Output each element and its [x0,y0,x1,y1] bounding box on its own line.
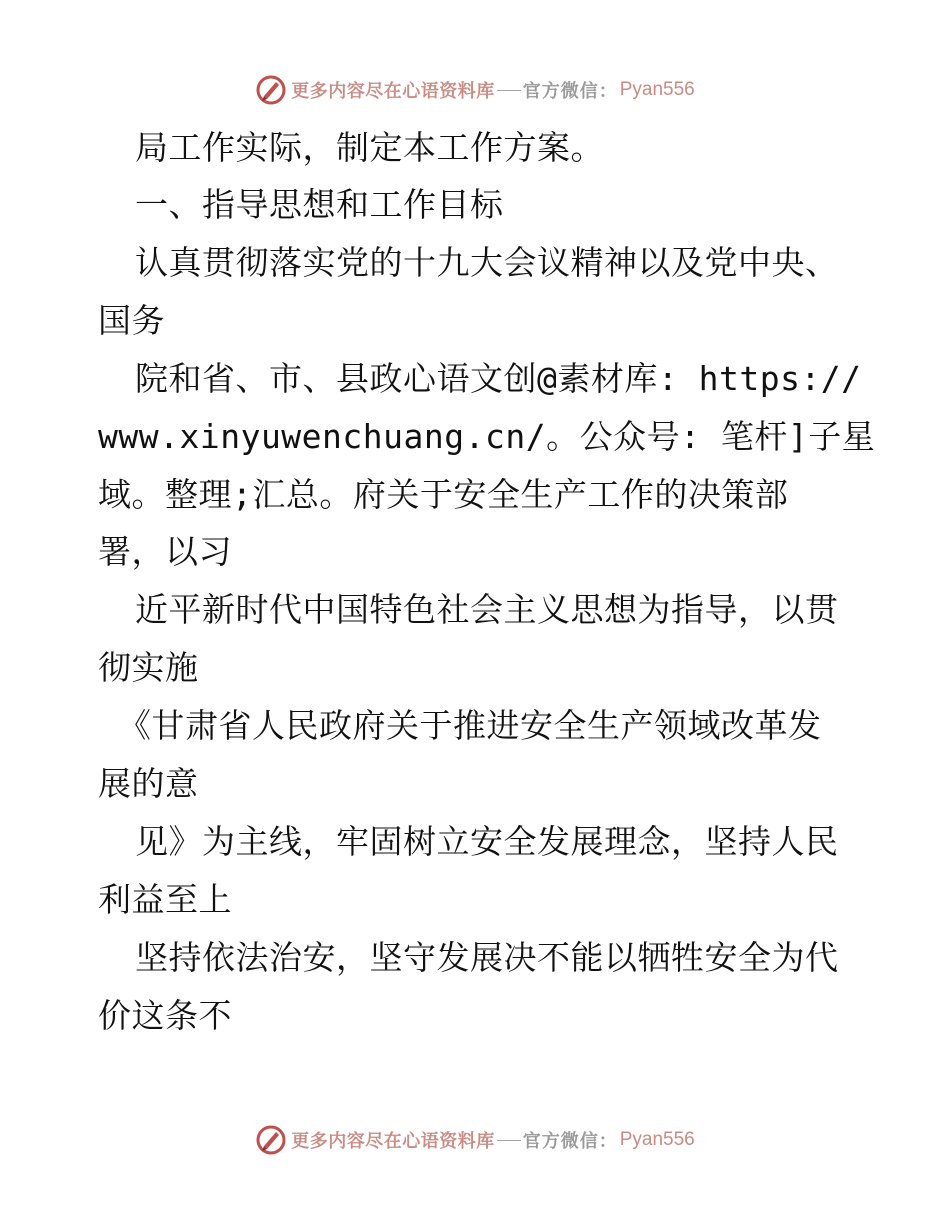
body-line: 价这条不 [98,996,232,1035]
body-line: 《甘肃省人民政府关于推进安全生产领域改革发 [118,706,822,745]
body-line: 院和省、市、县政心语文创@素材库: https:// [135,359,862,398]
body-line: 认真贯彻落实党的十九大会议精神以及党中央、 [135,243,839,282]
banner-wechat-label: 官方微信： [522,1131,618,1152]
body-line: 署，以习 [98,532,232,571]
banner-wechat-label: 官方微信： [522,81,618,102]
body-line: 域。整理;汇总。府关于安全生产工作的决策部 [98,475,789,514]
body-line: 利益至上 [98,880,232,919]
banner-text: 更多内容尽在心语资料库 [291,1131,495,1152]
body-line: 近平新时代中国特色社会主义思想为指导，以贯 [135,590,839,629]
banner-separator [497,90,521,91]
body-line: 国务 [98,301,165,340]
banner-separator [497,1140,521,1141]
banner-text: 更多内容尽在心语资料库 [291,81,495,102]
pen-logo-icon [255,1124,287,1156]
footer-banner [0,1120,950,1160]
body-line: www.xinyuwenchuang.cn/。公众号: 笔杆]子星 [98,417,876,456]
banner-wechat-id: Pyan556 [619,1129,695,1150]
section-heading: 一、指导思想和工作目标 [135,185,504,224]
body-line: 见》为主线，牢固树立安全发展理念，坚持人民 [135,822,839,861]
banner-wechat-id: Pyan556 [619,79,695,100]
header-banner [0,70,950,110]
body-line: 展的意 [98,764,199,803]
pen-logo-icon [255,74,287,106]
body-line: 坚持依法治安，坚守发展决不能以牺牲安全为代 [135,938,839,977]
body-line: 彻实施 [98,648,199,687]
body-line: 局工作实际，制定本工作方案。 [135,128,604,167]
